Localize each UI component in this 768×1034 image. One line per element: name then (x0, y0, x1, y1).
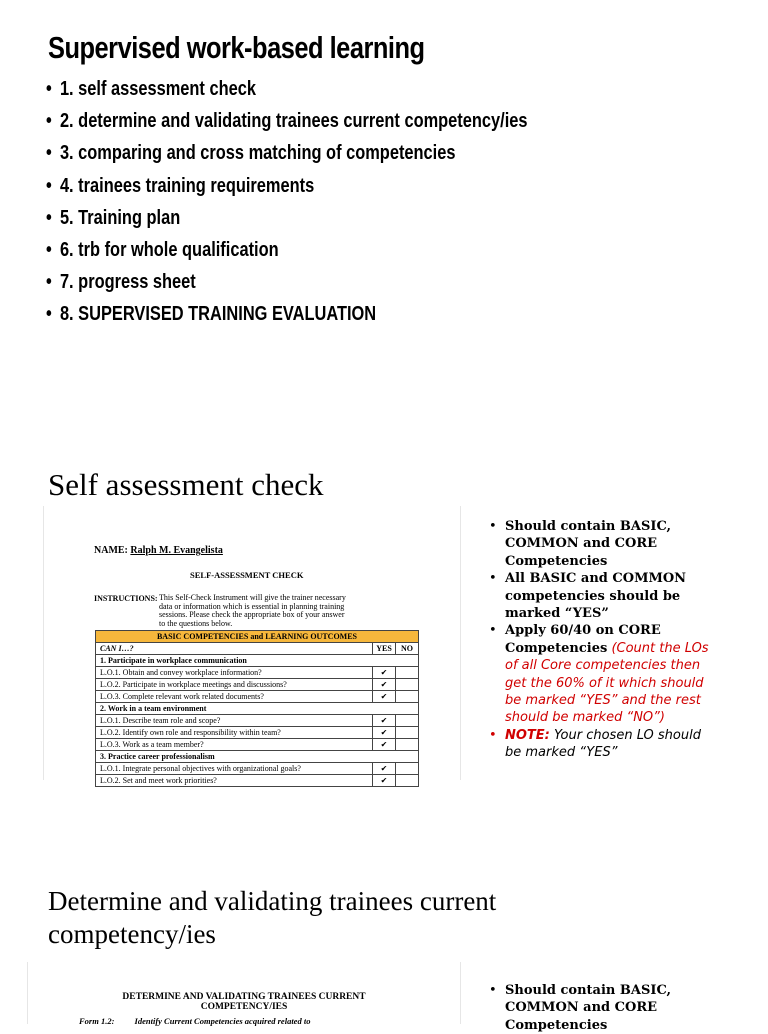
instructions-label: INSTRUCTIONS: (94, 594, 158, 603)
form-line: Form 1.2: Identify Current Competencies acquired related to (79, 1016, 311, 1026)
table-row: L.O.1. Describe team role and scope? ✔ (96, 715, 419, 727)
list-item: • 7. progress sheet (46, 271, 196, 294)
list-item: • NOTE: Your chosen LO should be marked “YES” (489, 727, 701, 761)
table-row: L.O.1. Obtain and convey workplace information? ✔ (96, 667, 419, 679)
list-item: • 3. comparing and cross matching of competencies (46, 142, 456, 165)
list-item: • 5. Training plan (46, 206, 181, 229)
list-item: • 1. self assessment check (46, 78, 256, 100)
table-row: L.O.2. Set and meet work priorities? ✔ (96, 775, 419, 787)
form-heading: DETERMINE AND VALIDATING TRAINEES CURRENT COMPETENCY/IES (122, 992, 366, 1012)
self-assessment-table: BASIC COMPETENCIES and LEARNING OUTCOMES CAN I…? YES NO 1. Participate in workplace communication L.O.1. Obtain and convey workplace information? ✔ L.O.2. Participate in workplace meetings and discussions? ✔ L.O.3. Complete relevant work related documents? ✔ 2. Work in a team environment L.O.1. Describe team role and scope? ✔ L.O.2. Identify own role and responsibility within team? ✔ L.O.3. Work as a team member? ✔ 3. Practice career professionalism L.O.1. Integrate personal objectives with organizational goals? ✔ L.O.2. Set and meet work priorities? ✔ (95, 630, 419, 787)
self-assessment-notes (487, 518, 712, 762)
determine-validating-notes (487, 982, 712, 1034)
table-row: L.O.2. Identify own role and responsibility within team? ✔ (96, 727, 419, 739)
list-item: • Apply 60/40 on CORE Competencies (Count the LOs of all Core competencies then get the 60% of it which should be marked “YES” and the rest should be marked “NO”) (489, 623, 709, 726)
table-row: L.O.2. Participate in workplace meetings and discussions? ✔ (96, 679, 419, 691)
list-item: • Should contain BASIC, COMMON and CORE Competencies (489, 983, 672, 1033)
form-name-line: NAME: Ralph M. Evangelista (94, 545, 223, 556)
list-item: • Should contain BASIC, COMMON and CORE Competencies (489, 519, 672, 569)
self-assessment-form-image (43, 506, 461, 785)
list-item: • 4. trainees training requirements (46, 174, 315, 197)
overview-list (46, 77, 633, 335)
determine-validating-form-image (27, 962, 461, 1024)
form-heading: SELF-ASSESSMENT CHECK (190, 570, 304, 580)
table-row: L.O.1. Integrate personal objectives with organizational goals? ✔ (96, 763, 419, 775)
list-item: • 8. SUPERVISED TRAINING EVALUATION (46, 303, 377, 326)
self-assessment-title: Self assessment check (48, 467, 324, 502)
determine-validating-title: Determine and validating trainees current competency/ies (48, 886, 497, 949)
list-item: • 2. determine and validating trainees current competency/ies (46, 110, 528, 133)
table-row: L.O.3. Work as a team member? ✔ (96, 739, 419, 751)
overview-title: Supervised work-based learning (48, 30, 425, 65)
list-item: • 6. trb for whole qualification (46, 238, 279, 261)
slide-overview (0, 0, 768, 350)
table-row: L.O.3. Complete relevant work related documents? ✔ (96, 691, 419, 703)
instructions-text: This Self-Check Instrument will give the trainer necessary data or information which is essential in planning training sessions. Please check the appropriate box of your answer to the questions below. (159, 593, 346, 628)
list-item: • All BASIC and COMMON competencies should be marked “YES” (489, 571, 687, 622)
